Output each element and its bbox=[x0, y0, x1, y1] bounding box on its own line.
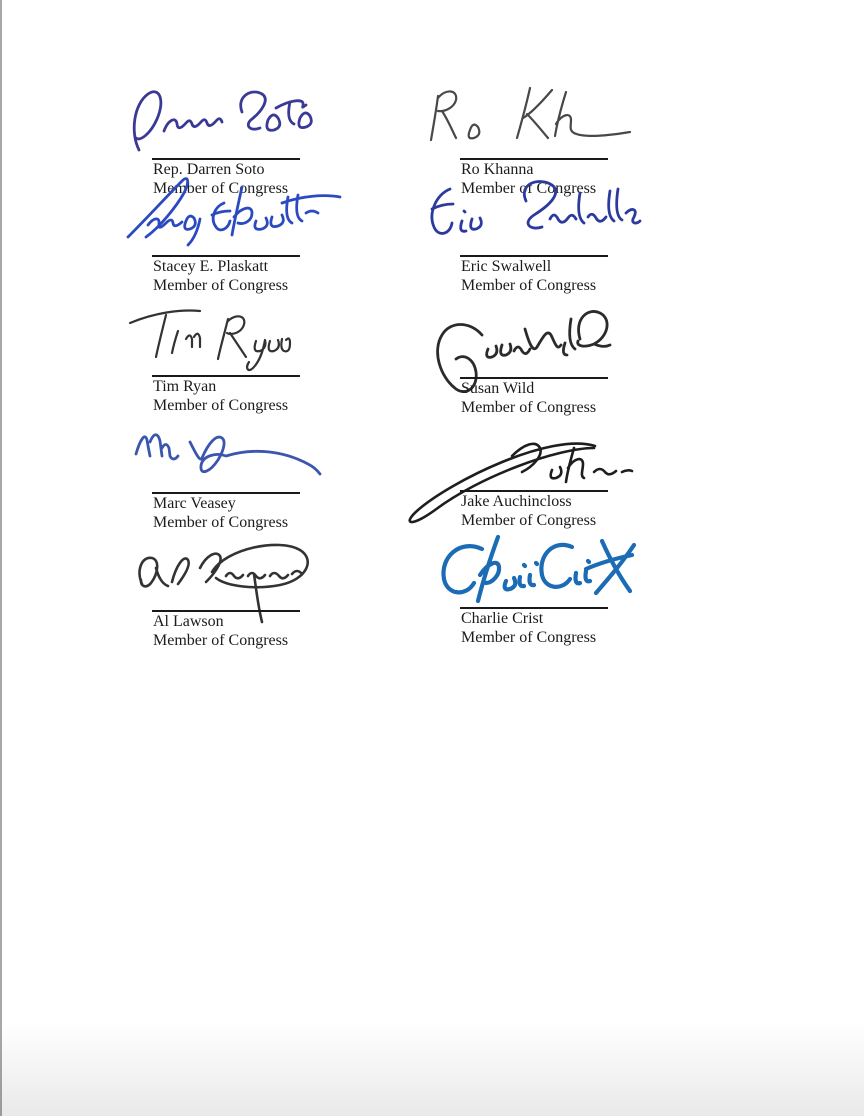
signature-block-tim-ryan bbox=[152, 303, 382, 418]
signatory-title: Member of Congress bbox=[153, 180, 289, 197]
signatory-title: Member of Congress bbox=[461, 512, 597, 529]
page-left-edge bbox=[0, 0, 2, 1116]
signatory-title: Member of Congress bbox=[461, 277, 597, 294]
signatory-title: Member of Congress bbox=[153, 277, 289, 294]
signature-block-susan-wild bbox=[460, 305, 690, 420]
signature-block-jake-auchincloss bbox=[460, 418, 690, 533]
signatory-name: Tim Ryan bbox=[153, 378, 217, 395]
signature-block-eric-swalwell bbox=[460, 183, 690, 298]
signature-block-marc-veasey bbox=[152, 420, 382, 535]
signatory-name: Eric Swalwell bbox=[461, 258, 552, 275]
signature-block-al-lawson bbox=[152, 538, 382, 653]
signature-block-charlie-crist bbox=[460, 535, 690, 650]
signatory-name: Susan Wild bbox=[461, 380, 535, 397]
signatory-name: Charlie Crist bbox=[461, 610, 544, 627]
signatory-title: Member of Congress bbox=[153, 632, 289, 649]
signatory-name: Al Lawson bbox=[153, 613, 224, 630]
signatory-title: Member of Congress bbox=[153, 397, 289, 414]
signatory-name: Rep. Darren Soto bbox=[153, 161, 265, 178]
signatory-title: Member of Congress bbox=[461, 399, 597, 416]
page-bottom-shadow bbox=[0, 1021, 864, 1116]
signatory-name: Jake Auchincloss bbox=[461, 493, 572, 510]
signatory-title: Member of Congress bbox=[153, 514, 289, 531]
signatory-name: Marc Veasey bbox=[153, 495, 236, 512]
signatory-name: Stacey E. Plaskatt bbox=[153, 258, 269, 275]
signatory-name: Ro Khanna bbox=[461, 161, 534, 178]
signatory-title: Member of Congress bbox=[461, 180, 597, 197]
signature-block-stacey-plaskatt bbox=[152, 183, 382, 298]
signatory-title: Member of Congress bbox=[461, 629, 597, 646]
